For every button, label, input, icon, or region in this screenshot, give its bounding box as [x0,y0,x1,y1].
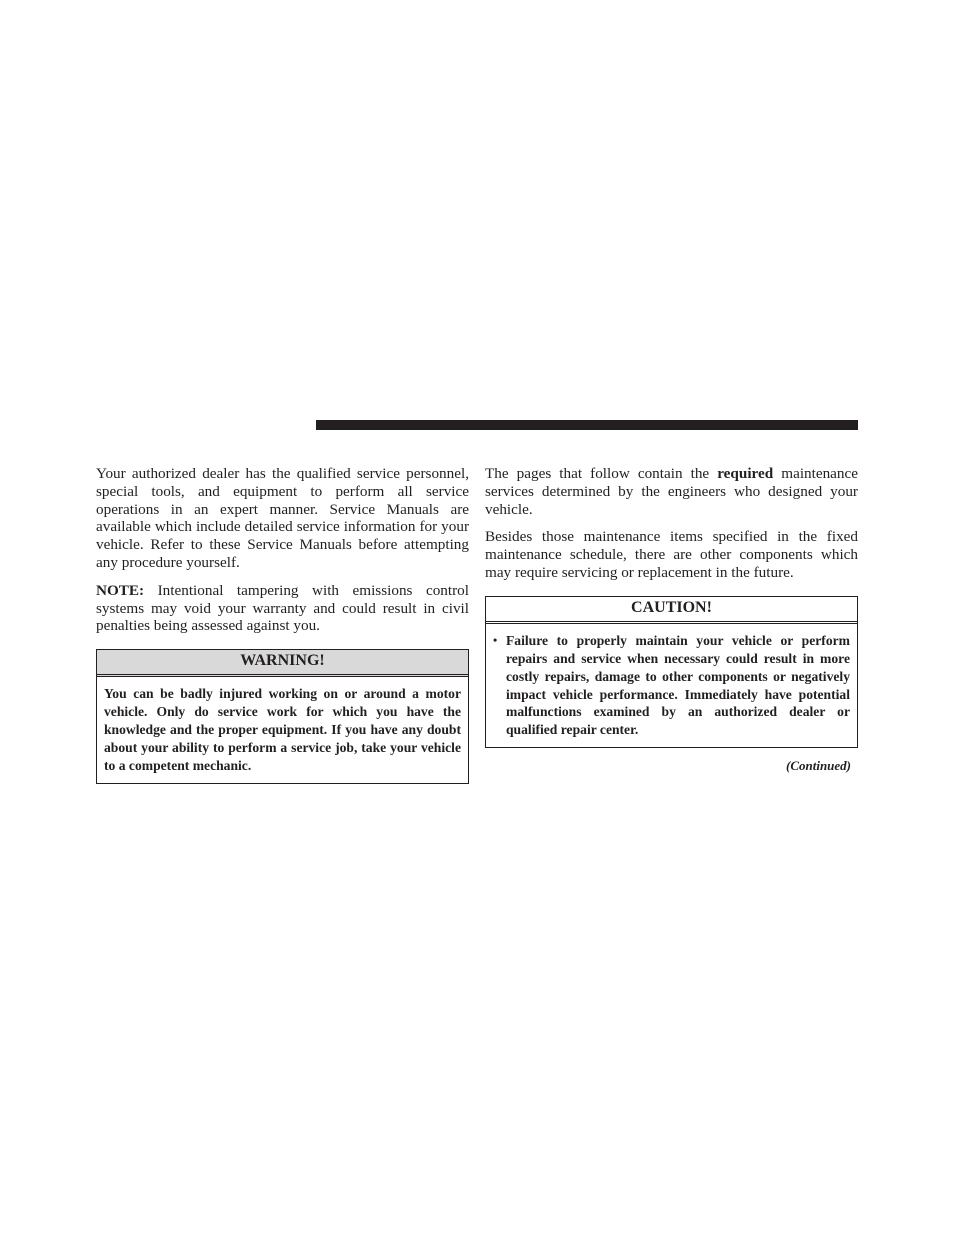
warning-title: WARNING! [97,650,468,677]
caution-item [493,632,850,739]
components-paragraph: Besides those maintenance items specified in the fixed maintenance schedule, there are other components which may require servicing or replacement in the future. [485,528,858,581]
maintenance-paragraph [485,465,858,518]
note-paragraph [96,582,469,635]
maintenance-text-end: maintenance services determined by the engineers who designed your vehicle. [485,465,858,518]
warning-text: You can be badly injured working on or around a motor vehicle. Only do service work for which you have the knowledge and the proper equipment. If you have any doubt about your ability to perform a service job, take your vehicle to a competent mechanic. [104,686,461,773]
note-label: NOTE: [96,581,145,599]
caution-body [486,624,857,747]
required-emphasis: required [717,465,774,482]
maintenance-text-start: The pages that follow contain the [485,465,718,482]
note-text: Intentional tampering with emissions control systems may void your warranty and could result in civil penalties being assessed against you. [96,581,469,635]
continued-label: (Continued) [785,758,851,774]
caution-item-text: Failure to properly maintain your vehicle or perform repairs and service when necessary could result in more costly repairs, damage to other components or negatively impact vehicle performance. Immediately have potential malfunctions examined by an authorized dealer or qualified repair center. [506,632,850,738]
left-column [96,465,469,784]
header-rule [316,420,858,430]
warning-box [96,649,469,784]
bullet-icon: • [493,632,498,647]
dealer-paragraph: Your authorized dealer has the qualified service personnel, special tools, and equipment to perform all service operations in an expert manner. Service Manuals are available which include detailed service information for your vehicle. Refer to these Service Manuals before attempting any procedure yourself. [96,465,469,571]
caution-box [485,596,858,748]
caution-title: CAUTION! [486,597,857,624]
right-column [485,465,858,774]
